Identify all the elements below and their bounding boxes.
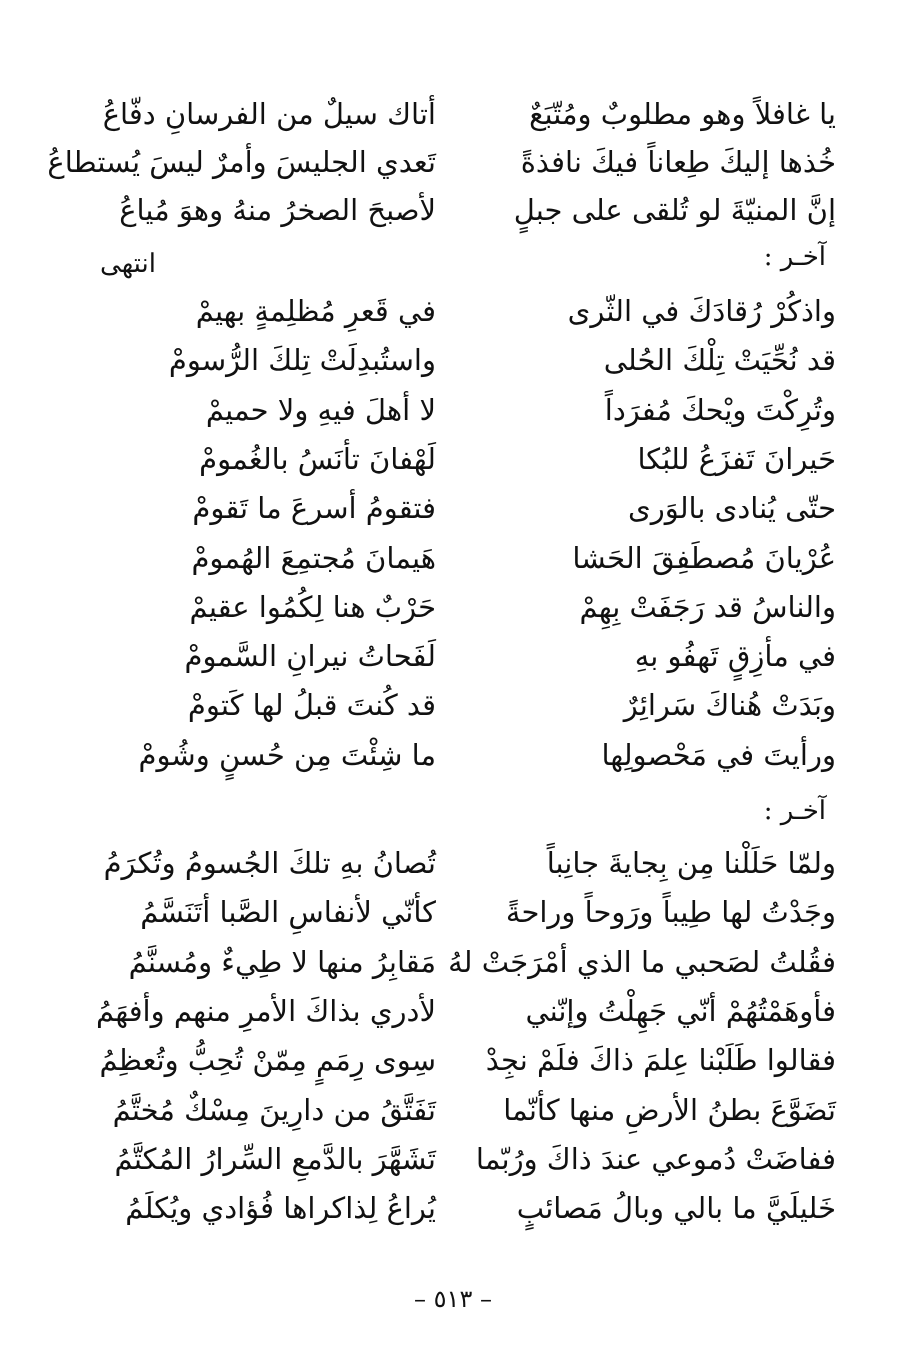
verse-first-hemistich: ورأيتَ في مَحْصولِها: [601, 737, 836, 772]
verse-second-hemistich: تَفَتَّقُ من دارِينَ مِسْكٌ مُختَّمُ: [112, 1092, 436, 1127]
verse-second-hemistich: ما شِئْتَ مِن حُسنٍ وشُومْ: [138, 737, 436, 772]
verse-first-hemistich: يا غافلاً وهو مطلوبٌ ومُتّبَعٌ: [529, 97, 836, 131]
verse-second-hemistich: تَعدي الجليسَ وأمرٌ ليسَ يُستطاعُ: [47, 145, 436, 179]
verse-first-hemistich: فأوهَمْتُهُمْ أنّي جَهِلْتُ وإنّني: [525, 993, 836, 1028]
verse-second-hemistich: في قَعرِ مُظلِمةٍ بهيمْ: [195, 294, 436, 328]
verse-second-hemistich: مَقابِرُ منها لا طِيءٌ ومُسنَّمُ: [128, 944, 436, 979]
verse-first-hemistich: وجَدْتُ لها طِيباً ورَوحاً وراحةً: [505, 895, 836, 930]
verse-first-hemistich: حَيرانَ تَفزَعُ للبُكا: [637, 441, 836, 476]
verse-second-hemistich: لأدري بذاكَ الأمرِ منهم وأفهَمُ: [96, 993, 436, 1028]
section-heading: آخـر :: [763, 242, 826, 272]
end-label: انتهى: [100, 249, 156, 279]
verse-second-hemistich: تُصانُ بهِ تلكَ الجُسومُ وتُكرَمُ: [103, 846, 436, 880]
verse-first-hemistich: واذكُرْ رُقادَكَ في الثّرى: [567, 294, 836, 328]
section-heading: آخـر :: [763, 796, 826, 826]
verse-second-hemistich: لا أهلَ فيهِ ولا حميمْ: [205, 392, 436, 427]
verse-second-hemistich: لَفَحاتُ نيرانِ السَّمومْ: [184, 639, 436, 674]
verse-second-hemistich: فتقومُ أسرعَ ما تَقومْ: [192, 491, 436, 526]
verse-first-hemistich: عُرْيانَ مُصطَفِقَ الحَشا: [572, 540, 836, 575]
verse-second-hemistich: حَرْبٌ هنا لِكُمُوا عقيمْ: [189, 589, 436, 624]
verse-first-hemistich: خُذها إليكَ طِعاناً فيكَ نافذةً: [520, 145, 836, 179]
page-number: – ٥١٣ –: [414, 1285, 492, 1313]
verse-second-hemistich: يُراعُ لِذاكراها فُؤادي ويُكلَمُ: [125, 1191, 436, 1226]
verse-first-hemistich: ففاضَتْ دُموعي عندَ ذاكَ ورُبّما: [475, 1141, 836, 1176]
verse-second-hemistich: واستُبدِلَتْ تِلكَ الرُّسومْ: [168, 343, 436, 378]
verse-first-hemistich: وتُرِكْتَ ويْحكَ مُفرَداً: [604, 392, 836, 427]
verse-second-hemistich: سِوى رِمَمٍ مِمّنْ تُحِبُّ وتُعظِمُ: [99, 1043, 436, 1078]
verse-first-hemistich: قد نُحِّيَتْ تِلْكَ الحُلى: [603, 343, 836, 378]
verse-first-hemistich: والناسُ قد رَجَفَتْ بِهِمْ: [579, 589, 836, 624]
verse-second-hemistich: قد كُنتَ قبلُ لها كَتومْ: [187, 688, 436, 723]
verse-second-hemistich: كأنّي لأنفاسِ الصَّبا أتَنَسَّمُ: [140, 895, 436, 930]
verse-first-hemistich: فقالوا طَلَبْنا عِلمَ ذاكَ فلَمْ نجِدْ: [485, 1043, 836, 1078]
verse-second-hemistich: لَهْفانَ تأنَسُ بالغُمومْ: [199, 441, 436, 476]
verse-second-hemistich: أتاك سيلٌ من الفرسانِ دفّاعُ: [102, 97, 436, 131]
verse-first-hemistich: في مأزِقٍ تَهفُو بهِ: [634, 639, 836, 674]
verse-second-hemistich: تَشَهَّرَ بالدَّمعِ السِّرارُ المُكتَّمُ: [114, 1141, 436, 1176]
verse-second-hemistich: لأصبحَ الصخرُ منهُ وهوَ مُياعُ: [119, 193, 436, 227]
verse-first-hemistich: تَضَوَّعَ بطنُ الأرضِ منها كأنّما: [503, 1092, 836, 1127]
verse-first-hemistich: خَليلَيَّ ما بالي وبالُ مَصائبٍ: [516, 1191, 836, 1226]
verse-second-hemistich: هَيمانَ مُجتمِعَ الهُمومْ: [191, 540, 436, 575]
verse-first-hemistich: حتّى يُنادى بالوَرى: [628, 491, 836, 526]
verse-first-hemistich: وبَدَتْ هُناكَ سَرائِرٌ: [623, 688, 836, 723]
verse-first-hemistich: إنَّ المنيّةَ لو تُلقى على جبلٍ: [513, 193, 836, 227]
verse-first-hemistich: فقُلتُ لصَحبي ما الذي أمْرَجَتْ لهُ: [448, 944, 836, 979]
verse-first-hemistich: ولمّا حَلَلْنا مِن بِجايةَ جانِباً: [546, 846, 836, 880]
